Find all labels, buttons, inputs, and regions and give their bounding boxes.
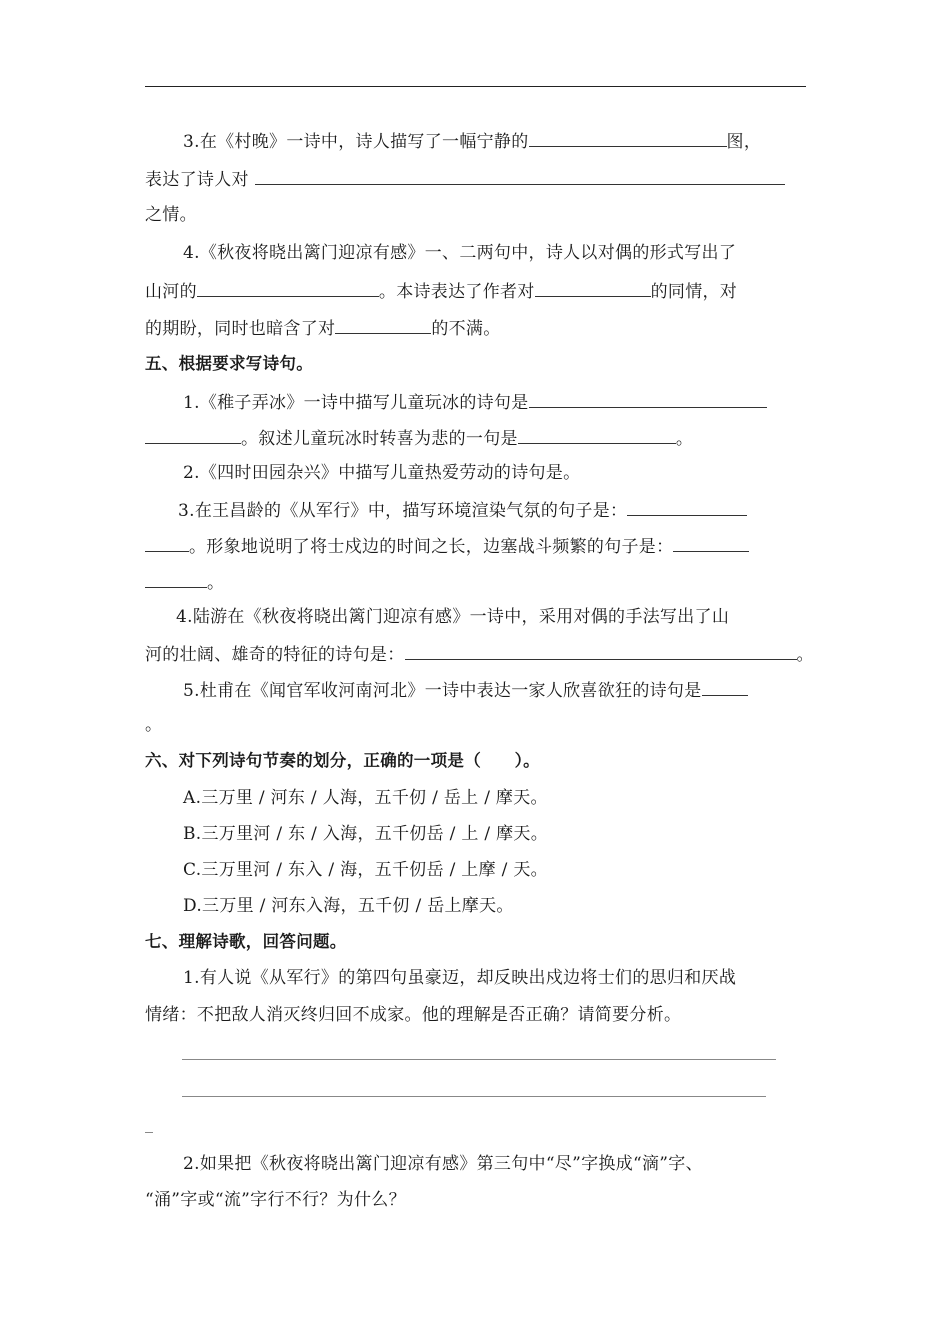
- answer-line[interactable]: [182, 1096, 766, 1097]
- question-7-1-line2: 情绪：不把敌人消灭终归回不成家。他的理解是否正确？请简要分析。: [145, 1005, 682, 1025]
- answer-blank[interactable]: [702, 677, 748, 696]
- option-b[interactable]: B.三万里河 / 东 / 入海，五千仞岳 / 上 / 摩天。: [183, 824, 549, 844]
- question-5-5-line1: 5.杜甫在《闻官军收河南河北》一诗中表达一家人欣喜欲狂的诗句是: [183, 677, 748, 703]
- answer-blank[interactable]: [335, 315, 431, 334]
- answer-blank[interactable]: [518, 425, 676, 444]
- answer-blank[interactable]: [255, 166, 785, 185]
- question-4-4-line2: 山河的 。本诗表达了作者对 的同情，对: [145, 278, 737, 304]
- question-5-5-line2: 。: [145, 715, 163, 735]
- question-7-2-line2: “涌”字或“流”字行不行？为什么？: [145, 1190, 406, 1210]
- question-4-3-line2: 表达了诗人对: [145, 166, 785, 192]
- option-a[interactable]: A.三万里 / 河东 / 人海，五千仞 / 岳上 / 摩天。: [183, 788, 548, 808]
- section-6-heading: 六、对下列诗句节奏的划分，正确的一项是（ ）。: [145, 751, 540, 770]
- answer-blank[interactable]: [673, 533, 749, 552]
- question-4-4-line3: 的期盼，同时也暗含了对 的不满。: [145, 315, 501, 341]
- section-7-heading: 七、理解诗歌，回答问题。: [145, 932, 347, 951]
- question-5-3-line2: 。形象地说明了将士戍边的时间之长，边塞战斗频繁的句子是：: [145, 533, 749, 559]
- section-5-heading: 五、根据要求写诗句。: [145, 354, 313, 373]
- answer-blank[interactable]: [529, 389, 767, 408]
- question-4-3-line3: 之情。: [145, 205, 197, 225]
- question-7-2-line1: 2.如果把《秋夜将晓出篱门迎凉有感》第三句中“尽”字换成“滴”字、: [183, 1154, 703, 1174]
- option-d[interactable]: D.三万里 / 河东入海，五千仞 / 岳上摩天。: [183, 896, 514, 916]
- answer-blank[interactable]: [145, 569, 207, 588]
- answer-blank[interactable]: [197, 278, 379, 297]
- question-5-1-line2: 。叙述儿童玩冰时转喜为悲的一句是 。: [145, 425, 693, 451]
- answer-blank[interactable]: [145, 425, 241, 444]
- answer-blank[interactable]: [529, 128, 727, 147]
- question-5-3-line1: 3.在王昌龄的《从军行》中，描写环境渲染气氛的句子是：: [178, 497, 747, 523]
- answer-line-stub: [145, 1132, 153, 1133]
- answer-blank[interactable]: [405, 641, 797, 660]
- question-5-4-line2: 河的壮阔、雄奇的特征的诗句是： 。: [145, 641, 814, 667]
- answer-line[interactable]: [182, 1059, 776, 1060]
- answer-blank[interactable]: [145, 533, 189, 552]
- question-5-1-line1: 1.《稚子弄冰》一诗中描写儿童玩冰的诗句是: [183, 389, 767, 415]
- question-7-1-line1: 1.有人说《从军行》的第四句虽豪迈，却反映出戍边将士们的思归和厌战: [183, 968, 737, 988]
- question-4-3-line1: 3.在《村晚》一诗中，诗人描写了一幅宁静的 图，: [183, 128, 761, 154]
- question-5-4-line1: 4.陆游在《秋夜将晓出篱门迎凉有感》一诗中，采用对偶的手法写出了山: [176, 607, 730, 627]
- option-c[interactable]: C.三万里河 / 东入 / 海，五千仞岳 / 上摩 / 天。: [183, 860, 548, 880]
- question-4-4-line1: 4.《秋夜将晓出篱门迎凉有感》一、二两句中，诗人以对偶的形式写出了: [183, 243, 737, 263]
- header-rule: [145, 86, 806, 87]
- answer-blank[interactable]: [535, 278, 651, 297]
- answer-blank[interactable]: [627, 497, 747, 516]
- question-5-3-line3: 。: [145, 569, 224, 595]
- question-5-2: 2.《四时田园杂兴》中描写儿童热爱劳动的诗句是。: [183, 463, 581, 483]
